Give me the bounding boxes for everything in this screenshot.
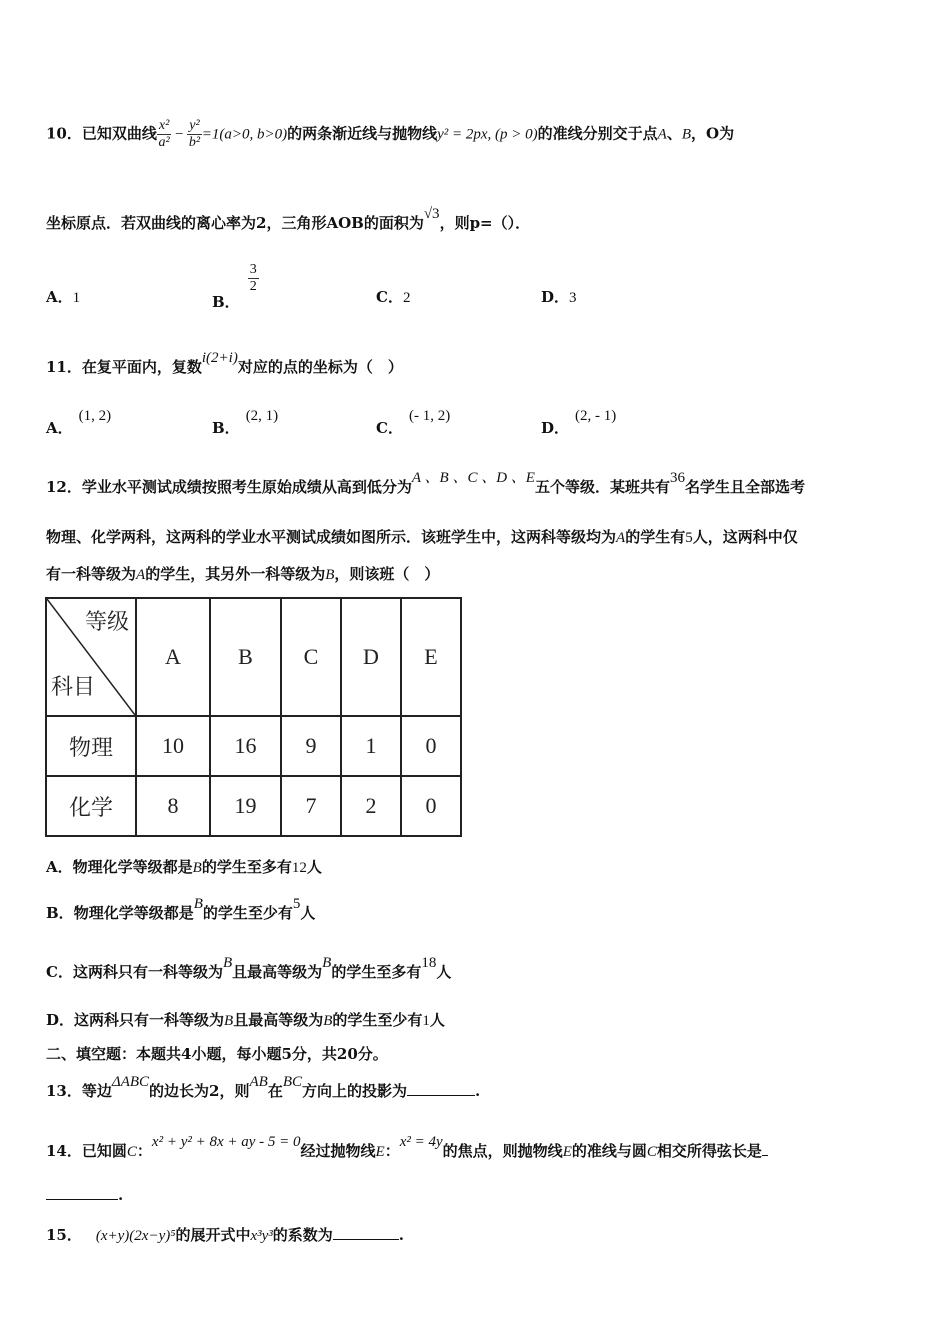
q10-frac1: $\frac{\text{x²}}{\text{a²}}$: [158, 118, 170, 150]
answer-blank[interactable]: [46, 1199, 118, 1200]
table-cell: 1: [341, 716, 401, 776]
q11-expr: i(2+i): [201, 350, 238, 366]
table-cell: 0: [401, 716, 461, 776]
q10-option-d[interactable]: D．3: [541, 288, 577, 306]
q12-line1: 12．学业水平测试成绩按照考生原始成绩从高到低分为A 、B 、C 、D 、E五个等级．某班共有36名学生且全部选考: [46, 470, 805, 496]
header-d: D: [341, 598, 401, 716]
q12-option-d[interactable]: D．这两科只有一科等级为B且最高等级为B的学生至少有1人: [46, 1011, 445, 1029]
header-a: A: [136, 598, 210, 716]
table-corner-cell: 等级 科目: [46, 598, 136, 716]
q10-frac2: $\frac{\text{y²}}{\text{b²}}$: [188, 118, 201, 150]
table-cell: 0: [401, 776, 461, 836]
header-e: E: [401, 598, 461, 716]
q12-option-b[interactable]: B．物理化学等级都是B的学生至少有5人: [46, 896, 316, 922]
table-row: [46, 776, 461, 836]
q11-option-b[interactable]: B．(2, 1): [212, 408, 279, 437]
grades-table: [45, 597, 462, 837]
q10-text4: ，O为: [691, 124, 735, 143]
q14-line2: .: [46, 1186, 123, 1204]
table-cell: 9: [281, 716, 341, 776]
q12-line2: 物理、化学两科，这两科的学业水平测试成绩如图所示．该班学生中，这两科等级均为A的学生有5人，这两科中仅: [46, 528, 798, 546]
q10-option-c[interactable]: C．2: [376, 288, 411, 306]
q10-line2: 坐标原点．若双曲线的离心率为2，三角形AOB的面积为√3，则p=（）．: [46, 206, 531, 232]
table-cell: 7: [281, 776, 341, 836]
subject-physics: 物理: [46, 716, 136, 776]
table-row: [46, 716, 461, 776]
q11-option-c[interactable]: C．(- 1, 2): [376, 408, 451, 437]
answer-blank[interactable]: [407, 1095, 475, 1096]
q10-text3: 的准线分别交于点: [537, 124, 658, 143]
answer-blank-start[interactable]: [762, 1155, 768, 1156]
answer-blank[interactable]: [333, 1239, 399, 1240]
q14-line1: 14．已知圆C：x² + y² + 8x + ay - 5 = 0经过抛物线E：x² = 4y的焦点，则抛物线E的准线与圆C相交所得弦长是: [46, 1140, 768, 1161]
q10-option-a[interactable]: A．1: [46, 288, 81, 306]
q12-option-a[interactable]: A．物理化学等级都是B的学生至多有12人: [46, 858, 322, 876]
table-cell: 8: [136, 776, 210, 836]
q13-line: 13．等边ΔABC的边长为2，则AB在BC方向上的投影为 .: [46, 1074, 481, 1100]
q10-line1: 10．已知双曲线 $\frac{\text{x²}}{\text{a²}}$ − $\frac{\text{y²}}{\text{b²}}$ =1(a>0, b>0)的两条渐近线与抛物线y² = 2px, (p > 0)的准线分别交于点A、B，O为: [46, 118, 735, 150]
header-c: C: [281, 598, 341, 716]
q12-option-c[interactable]: C．这两科只有一科等级为B且最高等级为B的学生至多有18人: [46, 955, 452, 981]
section-heading: 二、填空题：本题共4小题，每小题5分，共20分。: [46, 1045, 388, 1063]
q10-text2: 的两条渐近线与抛物线: [287, 124, 438, 143]
header-b: B: [210, 598, 281, 716]
q12-line3: 有一科等级为A的学生，其另外一科等级为B，则该班（ ）: [46, 565, 440, 583]
table-cell: 10: [136, 716, 210, 776]
subject-chemistry: 化学: [46, 776, 136, 836]
table-cell: 2: [341, 776, 401, 836]
q15-line: 15． (x+y)(2x−y)⁵的展开式中x³y³的系数为 .: [46, 1226, 405, 1244]
q11-line: 11．在复平面内，复数i(2+i)对应的点的坐标为（ ）: [46, 350, 403, 376]
q10-option-b[interactable]: B． $\frac{3}{2}$: [212, 262, 257, 311]
q10-parabola: y² = 2px, (p > 0): [437, 126, 538, 143]
q10-sqrt3: √3: [423, 206, 440, 222]
table-header-row: [46, 598, 461, 716]
q10-condition: =1(a>0, b>0): [201, 126, 288, 143]
q10-text1: 已知双曲线: [81, 124, 157, 143]
q11-option-d[interactable]: D．(2, - 1): [541, 408, 617, 437]
q10-number: 10．: [46, 124, 82, 143]
table-cell: 16: [210, 716, 281, 776]
q11-option-a[interactable]: A．(1, 2): [46, 408, 112, 437]
table-cell: 19: [210, 776, 281, 836]
